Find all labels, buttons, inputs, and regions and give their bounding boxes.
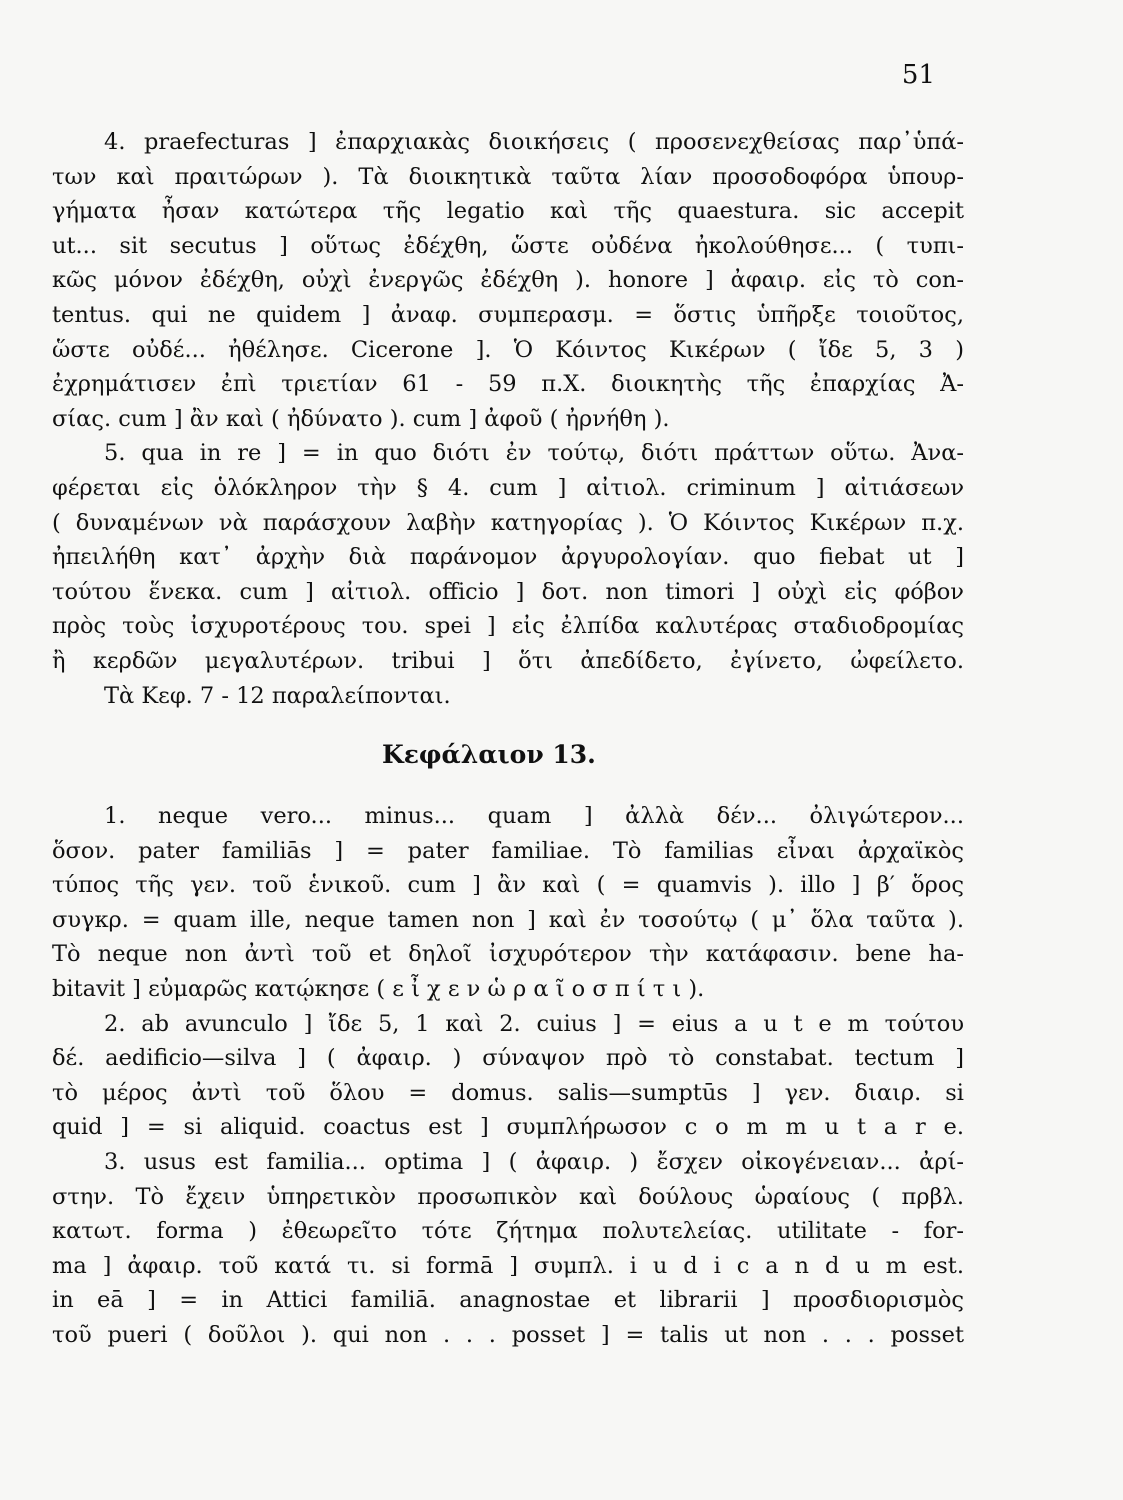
text-line: φέρεται εἰς ὁλόκληρον τὴν § 4. cum ] αἰτιολ. criminum ] αἰτιάσεων [52, 474, 964, 501]
text-line: των καὶ πραιτώρων ). Τὰ διοικητικὰ ταῦτα λίαν προσοδοφόρα ὑπουρ- [52, 163, 964, 190]
text-line: ( δυναμένων νὰ παράσχουν λαβὴν κατηγορίας ). Ὁ Κόιντος Κικέρων π.χ. [52, 509, 964, 536]
text-line: ma ] ἀφαιρ. τοῦ κατά τι. si formā ] συμπλ. i u d i c a n d u m est. [52, 1252, 964, 1279]
text-line: σίας. cum ] ἂν καὶ ( ἠδύνατο ). cum ] ἀφοῦ ( ἠρνήθη ). [52, 405, 670, 432]
chapter-heading: Κεφάλαιον 13. [382, 740, 596, 770]
text-line: ἐχρημάτισεν ἐπὶ τριετίαν 61 - 59 π.Χ. διοικητὴς τῆς ἐπαρχίας Ἀ- [52, 371, 964, 398]
text-line: ut... sit secutus ] οὕτως ἐδέχθη, ὥστε οὐδένα ἠκολούθησε... ( τυπι- [52, 232, 964, 259]
text-line: γήματα ἦσαν κατώτερα τῆς legatio καὶ τῆς quaestura. sic accepit [52, 198, 964, 225]
text-line: 3. usus est familia... optima ] ( ἀφαιρ. ) ἔσχεν οἰκογένειαν... ἀρί- [104, 1149, 964, 1176]
text-line: Τὸ neque non ἀντὶ τοῦ et δηλοῖ ἰσχυρότερον τὴν κατάφασιν. bene ha- [52, 941, 964, 968]
text-line: στην. Τὸ ἔχειν ὑπηρετικὸν προσωπικὸν καὶ δούλους ὡραίους ( πρβλ. [52, 1183, 964, 1210]
text-line: τοῦ pueri ( δοῦλοι ). qui non . . . posset ] = talis ut non . . . posset [52, 1322, 964, 1348]
text-line: 2. ab avunculo ] ἴδε 5, 1 καὶ 2. cuius ] = eius a u t e m τούτου [104, 1010, 964, 1037]
text-line: 1. neque vero... minus... quam ] ἀλλὰ δέν... ὀλιγώτερον... [104, 803, 964, 830]
text-line: ὥστε οὐδέ... ἠθέλησε. Cicerone ]. Ὁ Κόιντος Κικέρων ( ἴδε 5, 3 ) [52, 336, 964, 363]
page-number: 51 [901, 60, 935, 90]
text-line: δέ. aedificio—silva ] ( ἀφαιρ. ) σύναψον πρὸ τὸ constabat. tectum ] [52, 1045, 964, 1072]
text-line: tentus. qui ne quidem ] ἀναφ. συμπερασμ. = ὅστις ὑπῆρξε τοιοῦτος, [52, 301, 964, 328]
section-chapter-6-notes [52, 125, 964, 713]
text-line: quid ] = si aliquid. coactus est ] συμπλήρωσον c o m m u t a r e. [52, 1114, 964, 1141]
text-line: τούτου ἕνεκα. cum ] αἰτιολ. officio ] δοτ. non timori ] οὐχὶ εἰς φόβον [52, 578, 964, 605]
text-line: συγκρ. = quam ille, neque tamen non ] καὶ ἐν τοσούτῳ ( μ᾽ ὅλα ταῦτα ). [52, 906, 964, 933]
text-line: ἠπειλήθη κατ᾽ ἀρχὴν διὰ παράνομον ἀργυρολογίαν. quo fiebat ut ] [52, 544, 964, 571]
text-line: bitavit ] εὐμαρῶς κατῴκησε ( ε ἶ χ ε ν ὡ ρ α ῖ ο σ π ί τ ι ). [52, 976, 705, 1003]
section-chapter-13-notes [52, 799, 964, 1353]
text-line: τύπος τῆς γεν. τοῦ ἑνικοῦ. cum ] ἂν καὶ ( = quamvis ). illo ] β′ ὅρος [52, 872, 964, 899]
text-line: πρὸς τοὺς ἰσχυροτέρους του. spei ] εἰς ἐλπίδα καλυτέρας σταδιοδρομίας [52, 613, 964, 640]
text-line: in eā ] = in Attici familiā. anagnostae et librarii ] προσδιορισμὸς [52, 1287, 964, 1314]
text-line: Τὰ Κεφ. 7 - 12 παραλείπονται. [104, 682, 451, 709]
text-line: κῶς μόνον ἐδέχθη, οὐχὶ ἐνεργῶς ἐδέχθη ). honore ] ἀφαιρ. εἰς τὸ con- [52, 267, 964, 294]
text-line: 4. praefecturas ] ἐπαρχιακὰς διοικήσεις ( προσενεχθείσας παρ᾽ὑπά- [104, 129, 964, 155]
text-line: κατωτ. forma ) ἐθεωρεῖτο τότε ζήτημα πολυτελείας. utilitate - for- [52, 1218, 964, 1245]
page-content [52, 125, 964, 1353]
text-line: τὸ μέρος ἀντὶ τοῦ ὅλου = domus. salis—sumptūs ] γεν. διαιρ. si [52, 1079, 964, 1106]
text-line: ὅσον. pater familiās ] = pater familiae. Τὸ familias εἶναι ἀρχαϊκὸς [52, 837, 964, 864]
text-line: ἢ κερδῶν μεγαλυτέρων. tribui ] ὅτι ἀπεδίδετο, ἐγίνετο, ὠφείλετο. [52, 647, 964, 674]
text-line: 5. qua in re ] = in quo διότι ἐν τούτῳ, διότι πράττων οὕτω. Ἀνα- [104, 440, 964, 467]
